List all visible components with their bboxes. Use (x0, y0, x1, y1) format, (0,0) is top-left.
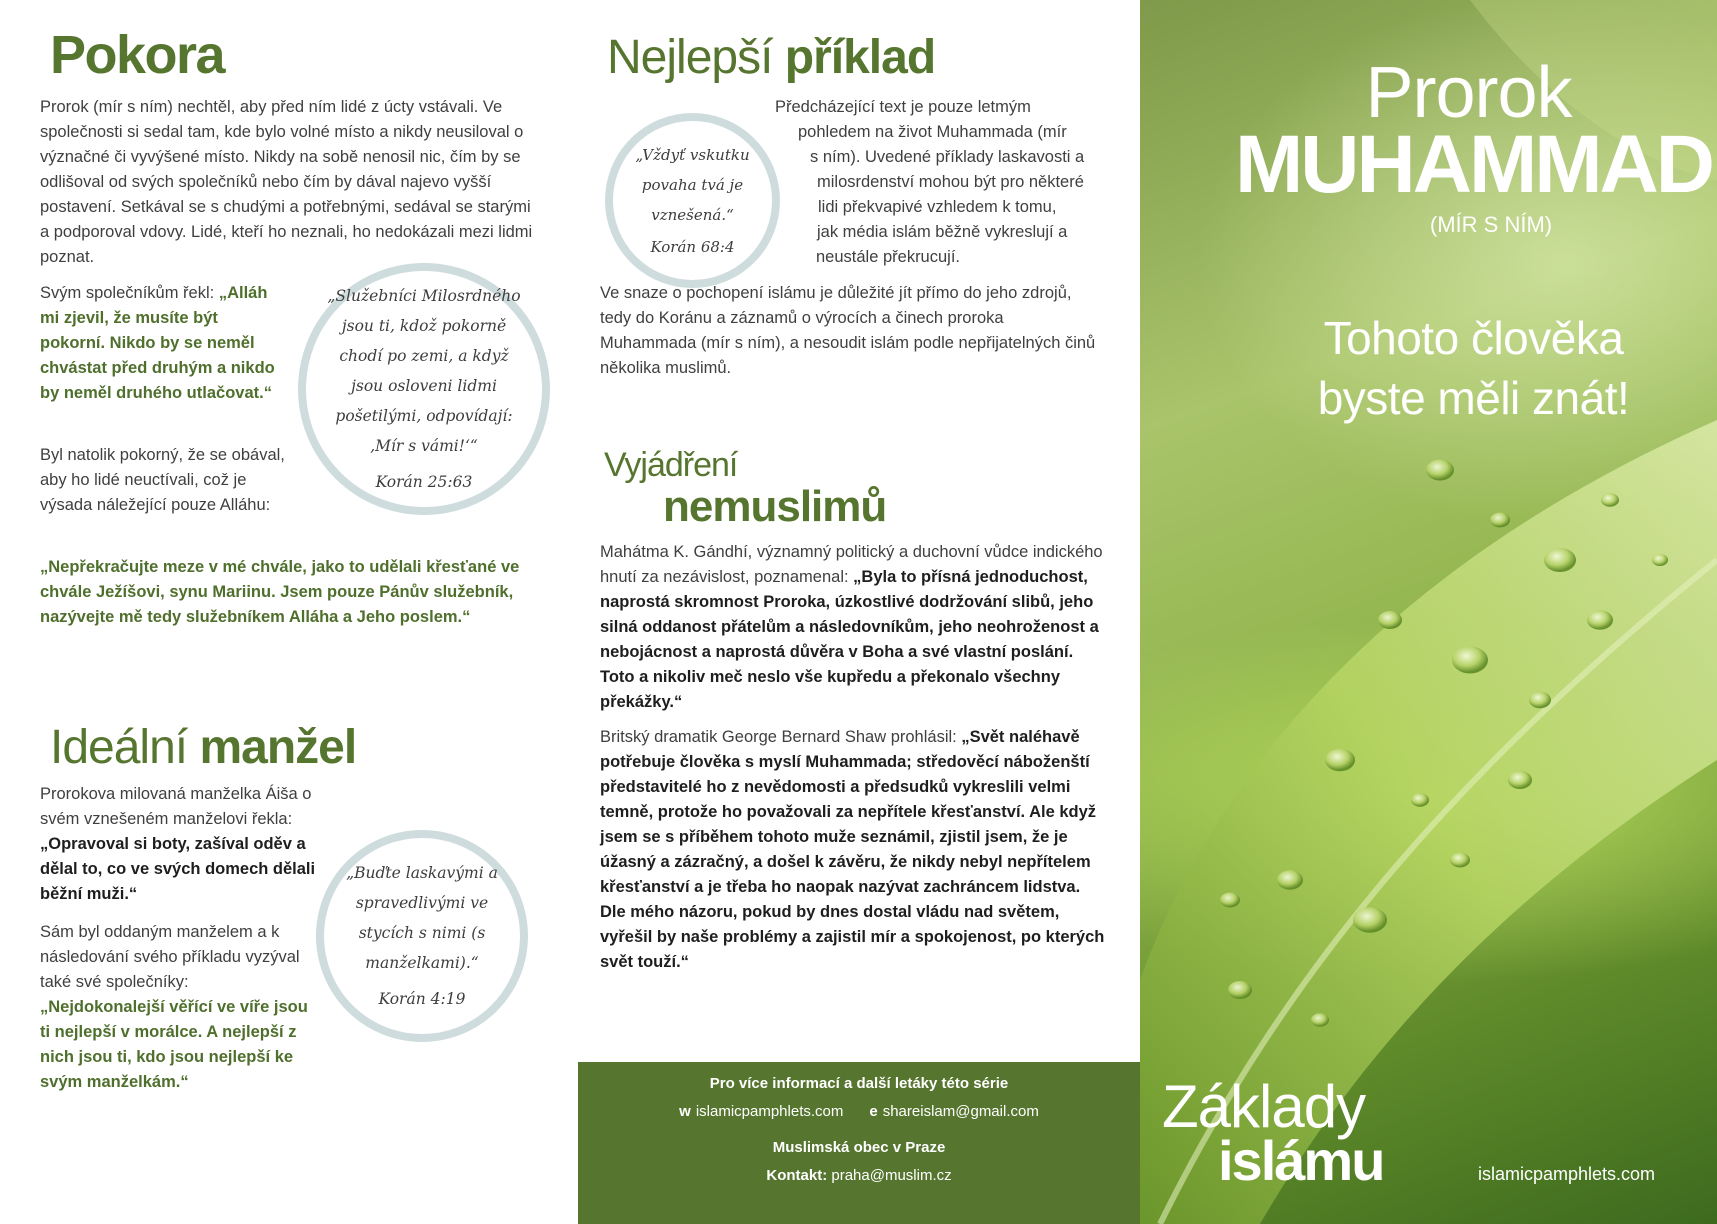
pokora-paragraph: Prorok (mír s ním) nechtěl, aby před ním lidé z úcty vstávali. Ve společnosti si sedal tam, kde bylo volné místo a nikdy neusiloval o význačné či vyvýšené místo. Nikdy na sobě nenosil nic, čím by se odlišoval od svých společníků nebo čím by dával najevo vyšší postavení. Setkával se s chudými a potřebnými, sedával se starými a podporoval vdovy. Lidé, kteří ho neznali, ho nedokázali mezi lidmi poznat. (40, 98, 533, 266)
quran-quote-text: „Buďte laskavými a spravedlivými ve stycích s nimi (s manželkami).“ (346, 864, 498, 972)
gandhi-paragraph (600, 540, 1110, 715)
water-droplet (1587, 610, 1613, 630)
footer-web (679, 1098, 843, 1126)
quran-reference: Korán 68:4 (650, 237, 735, 256)
footer-links-row (578, 1098, 1140, 1126)
footer-email (869, 1098, 1038, 1126)
web-prefix: w (679, 1103, 691, 1120)
water-droplet (1378, 611, 1402, 629)
priklad-line: s ním). Uvedené příklady laskavosti a (810, 148, 1085, 166)
quran-quote-circle-25-63 (298, 263, 550, 515)
water-droplet (1325, 749, 1355, 772)
quran-quote-circle-68-4 (605, 113, 780, 288)
quran-quote-text: „Vždyť vskutku povaha tvá je vznešená.“ (635, 145, 750, 224)
priklad-line: milosrdenství mohou být pro některé (817, 173, 1084, 191)
priklad-line: pohledem na život Muhammada (mír (798, 123, 1067, 141)
shaw-quote: „Svět naléhavě potřebuje člověka s myslí Muhammada; středověcí náboženští představitelé ho z nevědomosti a předsudků vykreslili velmi temně, protože ho považovali za nepřítele křesťanství. Ale když jsem se s příběhem tohoto muže seznámil, zjistil jsem, že je úžasný a zázračný, a došel k závěru, že nikdy nebyl nepřítelem křesťanství a je třeba ho naopak nazývat zachráncem lidstva. Dle mého názoru, pokud by dnes dostal vládu nad světem, vyřešil by naše problémy a zajistil mír a spokojenost, po kterých svět touží.“ (600, 728, 1105, 971)
pokora-quote: „Alláh mi zjevil, že musíte být pokorní. Nikdo by se neměl chvástat před druhým a nikdo by neměl druhého utlačovat.“ (40, 284, 275, 402)
footer-organization: Muslimská obec v Praze (772, 1139, 946, 1156)
priklad-line: neustále překrucují. (816, 248, 960, 266)
shaw-intro: Britský dramatik George Bernard Shaw prohlásil: (600, 728, 962, 746)
contact-label: Kontakt: (766, 1167, 828, 1184)
email-prefix: e (869, 1103, 878, 1120)
cover-muhammad: MUHAMMAD (1234, 119, 1712, 210)
gandhi-quote: „Byla to přísná jednoduchost, naprostá skromnost Proroka, úzkostlivé dodržování slibů, jeho silná oddanost přátelům a následovníkům, jeho neohroženost a nebojácnost a naprostá důvěra v Boha a své vlastní poslání. Toto a nikoliv meč neslo vše kupředu a překonalo všechny překážky.“ (600, 568, 1099, 711)
footer-heading: Pro více informací a další letáky této série (709, 1075, 1009, 1092)
manzel-aisha-quote: „Opravoval si boty, zašíval oděv a dělal to, co ve svých domech dělali běžní muži.“ (40, 835, 316, 903)
water-droplet (1508, 771, 1532, 789)
manzel-heading-light: Ideální (50, 721, 200, 774)
quran-quote-circle-4-19 (316, 830, 528, 1042)
nemuslimu-heading-bold: nemuslimů (663, 482, 887, 531)
water-droplet (1220, 893, 1240, 908)
water-droplet (1353, 907, 1387, 933)
priklad-paragraph-2-text: Ve snaze o pochopení islámu je důležité jít přímo do jeho zdrojů, tedy do Koránu a záznamů o výrocích a činech proroka Muhammada (mír s ním), a nesoudit islám podle nepřijatelných činů několika muslimů. (600, 284, 1096, 377)
pokora-paragraph-humble: Byl natolik pokorný, že se obával, aby ho lidé neuctívali, což je výsada náležející pouze Alláhu: (40, 446, 285, 514)
water-droplet (1529, 692, 1551, 709)
cover-website[interactable]: islamicpamphlets.com (1478, 1164, 1656, 1184)
water-droplet (1544, 548, 1576, 572)
gandhi-intro: Mahátma K. Gándhí, významný politický a duchovní vůdce indického hnutí za nezávislost, poznamenal: (600, 543, 1103, 586)
cover-panel (1140, 0, 1717, 1224)
water-droplet (1426, 460, 1454, 481)
nemuslimu-heading-light: Vyjádření (604, 446, 738, 484)
footer-email-link[interactable]: shareislam@gmail.com (882, 1103, 1039, 1120)
manzel-heading-bold: manžel (199, 721, 357, 774)
quran-reference: Korán 4:19 (378, 990, 466, 1008)
tagline-line-1: Tohoto člověka (1323, 312, 1624, 364)
water-droplet (1452, 647, 1488, 674)
manzel-paragraph-aisha (40, 782, 330, 907)
series-title-light: Základy (1162, 1073, 1366, 1140)
shaw-paragraph (600, 725, 1110, 975)
pokora-heading: Pokora (50, 25, 225, 85)
quran-quote-text: „Služebníci Milosrdného jsou ti, kdož pokorně chodí po zemi, a když jsou osloveni lidmi pošetilými, odpovídají: ‚Mír s vámi!‘“ (327, 287, 521, 455)
manzel-intro: Prorokova milovaná manželka Áiša o svém vznešeném manželovi řekla: (40, 785, 312, 828)
manzel-heading (50, 720, 356, 775)
footer-contact-email[interactable]: praha@muslim.cz (831, 1167, 952, 1184)
priklad-line: jak média islám běžně vykreslují a (817, 223, 1068, 241)
water-droplet (1490, 513, 1510, 528)
water-droplet (1228, 981, 1252, 999)
contact-footer (578, 1062, 1140, 1224)
water-droplet (1411, 793, 1429, 807)
priklad-line: Předcházející text je pouze letmým (775, 98, 1031, 116)
water-droplet (1601, 493, 1619, 507)
footer-web-link[interactable]: islamicpamphlets.com (695, 1103, 844, 1120)
footer-contact (578, 1162, 1140, 1190)
priklad-heading-bold: příklad (784, 31, 936, 84)
manzel-paragraph-companions (40, 920, 310, 1095)
pokora-quote-paragraph (40, 281, 285, 406)
pokora-hadith-quote: „Nepřekračujte meze v mé chvále, jako to udělali křesťané ve chvále Ježíšovi, synu Mariinu. Jsem pouze Pánův služebník, nazývejte mě tedy služebníkem Alláha a Jeho poslem.“ (40, 558, 520, 626)
priklad-line: lidi překvapivé vzhledem k tomu, (818, 198, 1057, 216)
cover-mir-s-nim: (MÍR S NÍM) (1429, 212, 1553, 237)
pokora-quote-intro: Svým společníkům řekl: (40, 284, 219, 302)
manzel-hadith-quote: „Nejdokonalejší věřící ve víře jsou ti nejlepší v morálce. A nejlepší z nich jsou ti, kdo jsou nejlepší ke svým manželkám.“ (40, 998, 308, 1091)
priklad-heading-light: Nejlepší (607, 31, 785, 84)
water-droplet (1311, 1013, 1329, 1027)
water-droplet (1277, 870, 1303, 890)
manzel-intro-2: Sám byl oddaným manželem a k následování svého příkladu vyzýval také své společníky: (40, 923, 300, 991)
cover-tagline (1140, 308, 1717, 428)
tagline-line-2: byste měli znát! (1317, 372, 1630, 424)
water-droplet (1652, 554, 1668, 566)
quran-reference: Korán 25:63 (375, 473, 473, 491)
water-droplet (1450, 853, 1470, 868)
priklad-paragraph-2 (600, 281, 1100, 381)
cover-prorok: Prorok (1365, 53, 1572, 133)
priklad-heading (607, 30, 935, 85)
series-title-bold: islámu (1218, 1129, 1384, 1192)
